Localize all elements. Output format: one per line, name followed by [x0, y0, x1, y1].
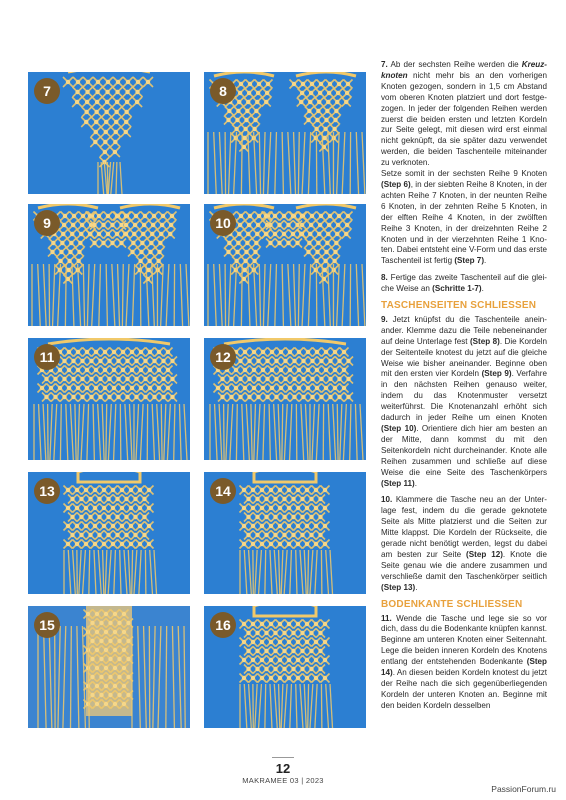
section-heading-taschenseiten: TASCHENSEITEN SCHLIESSEN	[381, 300, 537, 312]
step-photo-8	[204, 72, 366, 194]
step-photo-11	[28, 338, 190, 460]
watermark: PassionForum.ru	[491, 784, 556, 794]
paragraph-step-7: 7. Ab der sechsten Reihe werden die Kreuzknoten nicht mehr bis an den vorherigen Knoten gezogen, sondern in 1,5 cm Abstand vom oberen Knoten platziert und dort festgezogen. In jeder der folgenden Reihen werden zuerst die beiden ersten und letzten Kordeln zur Seite gelegt, mit diesen wird erst einmal nicht geknüpft, da sie später dazu verwendet werden, die beiden Taschenteile miteinander zu verknoten. Setze somit in der sechsten Reihe 9 Knoten (Step 6), in der siebten Reihe 8 Knoten, in der achten Reihe 7 Knoten, in der neunten Reihe 6 Knoten, in der zehnten Reihe 5 Knoten, in der elften Reihe 4 Knoten, in der zwölften Reihe 3 Knoten, in der dreizehnten Reihe 2 Knoten und in der vierzehnten Reihe 1 Knoten. Dabei entsteht eine V-Form und das erste Taschenteil ist fertig (Step 7).	[381, 60, 547, 266]
step-number-badge: 12	[210, 344, 236, 370]
step-photo-14	[204, 472, 366, 594]
paragraph-step-10: 10. Klammere die Tasche neu an der Unterlage fest, indem du die gerade geknotete Seite als Mitte platzierst und die Seiten zur Mitte klappst. Die Kordeln der Rückseite, die gerade nicht benötigt werden, legst du dabei am besten zur Seite (Step 12). Knote die Seite genau wie die andere zusammen und verschließe damit den Taschenkörper seitlich (Step 13).	[381, 495, 548, 592]
section-heading-bodenkante: BODENKANTE SCHLIESSEN	[381, 598, 523, 610]
step-photo-13	[28, 472, 190, 594]
paragraph-step-11: 11. Wende die Tasche und lege sie so vor dich, dass du die Bodenkante knüpfen kannst. Beginne am unteren Knoten einer Seitennaht. Lege die beiden inneren Kordeln des Knotens entlang der entstehenden Bodenkante (Step 14). An diesen beiden Kordeln knotest du jetzt der Reihe nach die sich gegenüberliegenden Kordeln der unteren Knoten an. Beginne mit den beiden Kordeln desselben	[381, 613, 547, 710]
step-number-badge: 9	[34, 210, 60, 236]
step-photo-grid	[28, 72, 370, 757]
step-photo-16	[204, 606, 366, 728]
magazine-issue: MAKRAMEE 03 | 2023	[242, 776, 324, 785]
page-number: 12	[275, 761, 291, 776]
paragraph-step-9: 9. Jetzt knüpfst du die Taschenteile aneinander. Klemme dazu die Teile nebeneinander auf deine Unterlage fest (Step 8). Die Kordeln der Seitenteile knotest du jetzt auf die gleiche Weise wie bisher aneinander. Beginne oben mit den ersten vier Kordeln (Step 9). Verfahre in den nächsten Reihen genauso weiter, indem du das Knotenmuster versetzt weiterführst. Die Knotenanzahl erhöht sich dadurch in jeder Reihe um einen Knoten (Step 10). Orientiere dich hier am besten an der Mitte, dann kommst du mit den Seitenkordeln nicht durcheinander. Knote alle Reihen zusammen und schließe auf diese Weise die eine Seite des Taschenkörpers (Step 11).	[381, 314, 547, 488]
step-number-badge: 16	[210, 612, 236, 638]
step-photo-7	[28, 72, 190, 194]
step-number-badge: 10	[210, 210, 236, 236]
step-number-badge: 15	[34, 612, 60, 638]
step-number-badge: 7	[34, 78, 60, 104]
step-photo-9	[28, 204, 190, 326]
step-number-badge: 8	[210, 78, 236, 104]
instruction-text-column	[381, 60, 547, 718]
step-photo-15	[28, 606, 190, 728]
step-number-badge: 13	[34, 478, 60, 504]
step-photo-12	[204, 338, 366, 460]
page-footer	[0, 761, 566, 785]
footer-divider	[272, 757, 294, 758]
step-number-badge: 14	[210, 478, 236, 504]
step-photo-10	[204, 204, 366, 326]
step-number-badge: 11	[34, 344, 60, 370]
paragraph-step-8: 8. Fertige das zweite Taschenteil auf die gleiche Weise an (Schritte 1-7).	[381, 273, 547, 294]
